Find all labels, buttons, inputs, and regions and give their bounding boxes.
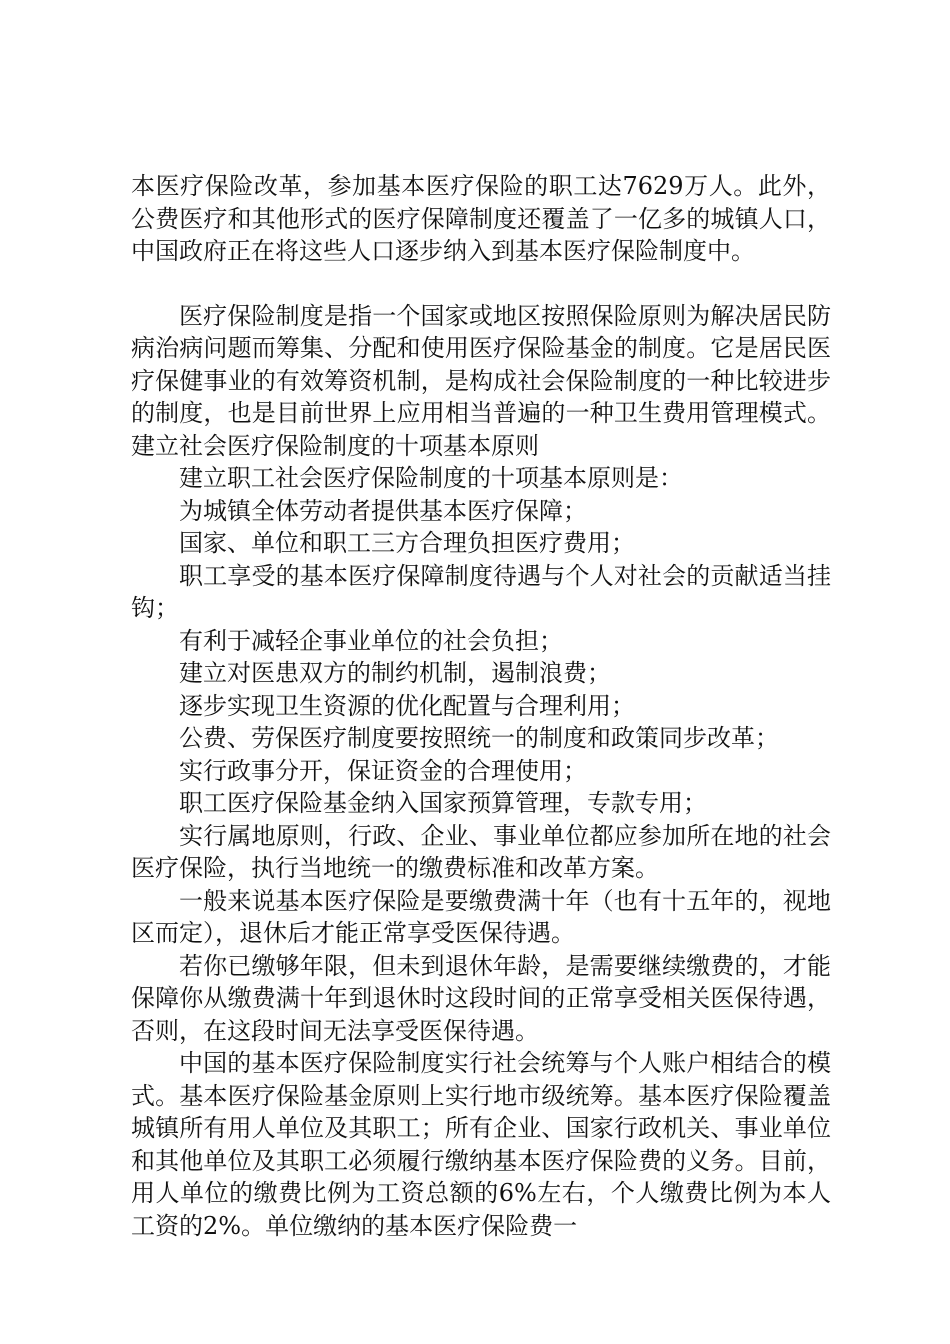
principle-item: 职工享受的基本医疗保障制度待遇与个人对社会的贡献适当挂钩； xyxy=(131,561,831,622)
paragraph-definition: 医疗保险制度是指一个国家或地区按照保险原则为解决居民防病治病问题而筹集、分配和使用医疗保险基金的制度。它是居民医疗保健事业的有效筹资机制，是构成社会保险制度的一种比较进步的制度，也是目前世界上应用相当普遍的一种卫生费用管理模式。建立社会医疗保险制度的十项基本原则 xyxy=(131,301,831,460)
principle-item: 为城镇全体劳动者提供基本医疗保障； xyxy=(179,496,587,525)
paragraph-continuation: 本医疗保险改革，参加基本医疗保险的职工达7629万人。此外，公费医疗和其他形式的医疗保障制度还覆盖了一亿多的城镇人口，中国政府正在将这些人口逐步纳入到基本医疗保险制度中。 xyxy=(131,172,831,265)
principle-item: 逐步实现卫生资源的优化配置与合理利用； xyxy=(179,691,635,720)
paragraph-insurance-model: 中国的基本医疗保险制度实行社会统筹与个人账户相结合的模式。基本医疗保险基金原则上实行地市级统筹。基本医疗保险覆盖城镇所有用人单位及其职工；所有企业、国家行政机关、事业单位和其他单位及其职工必须履行缴纳基本医疗保险费的义务。目前，用人单位的缴费比例为工资总额的6%左右，个人缴费比例为本人工资的2%。单位缴纳的基本医疗保险费一 xyxy=(131,1049,831,1240)
principles-intro: 建立职工社会医疗保险制度的十项基本原则是： xyxy=(179,464,683,492)
principle-item: 职工医疗保险基金纳入国家预算管理，专款专用； xyxy=(179,789,707,817)
principle-item: 国家、单位和职工三方合理负担医疗费用； xyxy=(179,529,635,557)
principle-item: 建立对医患双方的制约机制，遏制浪费； xyxy=(179,659,611,687)
paragraph-gap xyxy=(131,268,831,300)
principle-item: 有利于减轻企事业单位的社会负担； xyxy=(179,626,563,655)
paragraph-continue-payment: 若你已缴够年限，但未到退休年龄，是需要继续缴费的，才能保障你从缴费满十年到退休时这段时间的正常享受相关医保待遇，否则，在这段时间无法享受医保待遇。 xyxy=(131,951,831,1045)
principle-item: 实行政事分开，保证资金的合理使用； xyxy=(179,756,587,785)
document-page xyxy=(131,170,831,1242)
principle-item: 公费、劳保医疗制度要按照统一的制度和政策同步改革； xyxy=(179,724,779,752)
principle-item: 实行属地原则，行政、企业、事业单位都应参加所在地的社会医疗保险，执行当地统一的缴费标准和改革方案。 xyxy=(131,821,831,882)
paragraph-contribution-years: 一般来说基本医疗保险是要缴费满十年（也有十五年的，视地区而定），退休后才能正常享受医保待遇。 xyxy=(131,886,831,947)
